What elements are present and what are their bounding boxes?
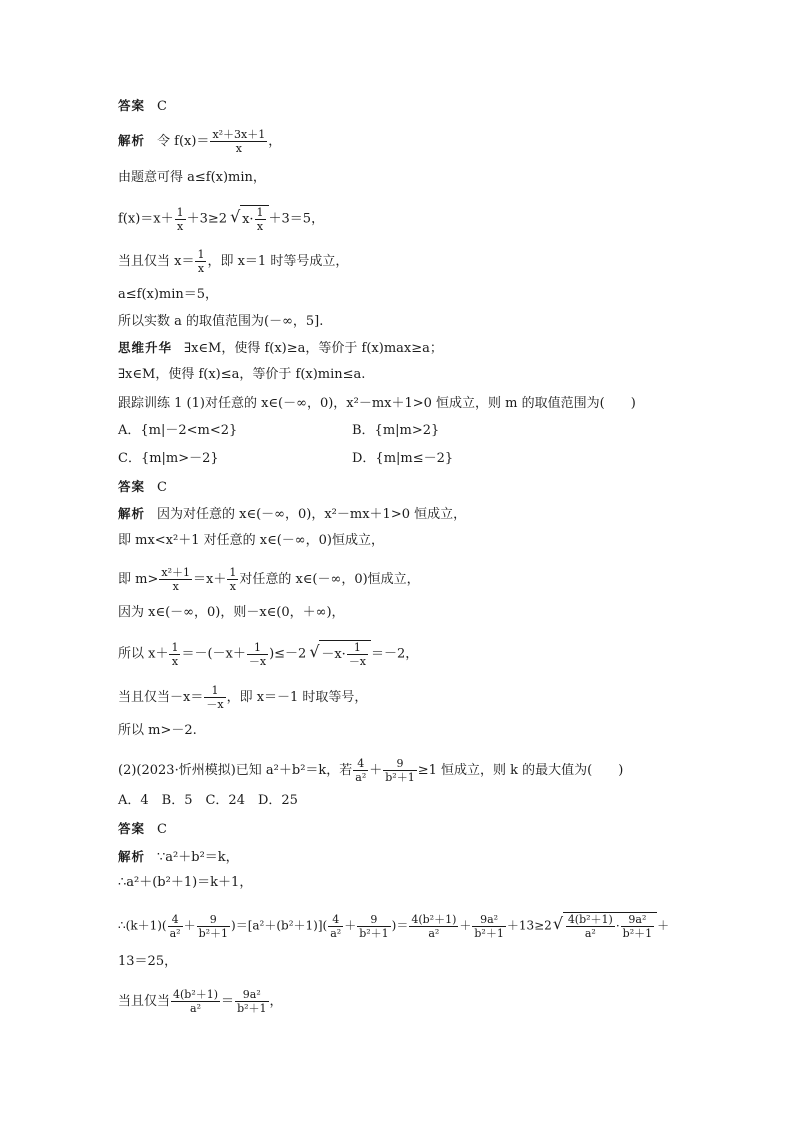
answer-line-1: 答案 C xyxy=(118,98,167,114)
exercise-question-2: (2)(2023·忻州模拟)已知 a²＋b²＝k，若 $\frac{4}{\text{a²}}$ ＋ $\frac{9}{\text{b²＋1}}$ ≥1 恒成立，则 k 的最大值为( ) xyxy=(118,757,624,784)
fraction: $\frac{\text{9a²}}{\text{b²＋1}}$ xyxy=(622,913,653,940)
fraction: $\frac{\text{4(b²＋1)}}{\text{a²}}$ xyxy=(411,912,457,940)
fraction: $\frac{\text{9a²}}{\text{b²＋1}}$ xyxy=(474,912,504,940)
fraction: $\frac{\text{4(b²＋1)}}{\text{a²}}$ xyxy=(173,988,219,1015)
fraction: $\frac{4}{\text{a²}}$ xyxy=(330,912,342,940)
sqrt: √ x· $\frac{1}{x}$ xyxy=(240,205,268,233)
fraction: $\frac{\text{x²＋3x＋1}}{x}$ xyxy=(212,128,266,155)
fraction: √ $\frac{\text{4(b²＋1)}}{\text{a²}}$ xyxy=(567,913,613,940)
analysis-line-3: 解析 ∵a²＋b²＝k， xyxy=(118,849,239,865)
text-line: 当且仅当 $\frac{\text{4(b²＋1)}}{\text{a²}}$ ＝ $\frac{\text{9a²}}{\text{b²＋1}}$ ， xyxy=(118,988,283,1015)
text-line: ∴a²＋(b²＋1)＝k＋1， xyxy=(118,875,253,890)
text-line: 所以 m>－2. xyxy=(118,723,197,738)
text-line: 因为 x∈(－∞，0)，则－x∈(0，＋∞)， xyxy=(118,605,345,620)
text-line: 当且仅当－x＝ $\frac{1}{-x}$ ，即 x＝－1 时取等号， xyxy=(118,684,368,711)
fraction: $\frac{1}{x}$ xyxy=(176,205,184,233)
fraction: $\frac{4}{\text{a²}}$ xyxy=(169,912,181,940)
text-line: a≤f(x)min＝5， xyxy=(118,287,219,302)
fraction: $\frac{1}{x}$ xyxy=(171,640,179,668)
text-line: 当且仅当 x＝ $\frac{1}{x}$ ，即 x＝1 时等号成立， xyxy=(118,248,349,275)
fraction: $\frac{1}{-x}$ xyxy=(348,641,367,668)
option-d: D．{m|m≤－2} xyxy=(352,451,454,466)
formula-line: ∴(k＋1)( $\frac{4}{\text{a²}}$ ＋ $\frac{9}{\text{b²＋1}}$ )＝[a²＋(b²＋1)]( $\frac{4}{\text{a²}}$ ＋ $\frac{9}{\text{b²＋1}}$ )＝ $\frac{\text{4(b²＋1)}}{\text{a²}}$ ＋ $\frac{\text{9a²}}{\text{b²＋1}}$ ＋13≥2 √ $\frac{\text{4(b²＋1)}}{\text{a²}}$ · $\frac{\text{9a²}}{\text{b²＋1}}$ ＋ xyxy=(118,912,669,940)
option-a: A．{m|－2<m<2} xyxy=(118,423,238,438)
fraction: $\frac{9}{\text{b²＋1}}$ xyxy=(198,912,229,940)
fraction: $\frac{9}{\text{b²＋1}}$ xyxy=(359,912,389,940)
text-line: 13＝25， xyxy=(118,954,178,969)
fraction: $\frac{\text{x²＋1}}{x}$ xyxy=(161,566,190,593)
summary-line-2: ∃x∈M，使得 f(x)≤a，等价于 f(x)min≤a. xyxy=(118,367,366,382)
options-line: A．4 B．5 C．24 D．25 xyxy=(118,793,298,808)
formula-line: 所以 x＋ $\frac{1}{x}$ ＝－(－x＋ $\frac{1}{-x}$ )≤－2√ －x· $\frac{1}{-x}$ ＝－2， xyxy=(118,640,418,668)
summary-line-1: 思维升华 ∃x∈M，使得 f(x)≥a，等价于 f(x)max≥a； xyxy=(118,340,443,356)
fraction: $\frac{1}{-x}$ xyxy=(248,640,267,668)
answer-line-2: 答案 C xyxy=(118,479,167,495)
fraction: $\frac{\text{9a²}}{\text{b²＋1}}$ xyxy=(237,988,267,1015)
option-c: C．{m|m>－2} xyxy=(118,451,219,466)
fraction: $\frac{4}{\text{a²}}$ xyxy=(355,757,367,784)
text-line: 由题意可得 a≤f(x)min， xyxy=(118,170,266,185)
exercise-question-1: 跟踪训练 1 (1)对任意的 x∈(－∞，0)，x²－mx＋1>0 恒成立，则 m 的取值范围为( ) xyxy=(118,396,636,411)
text-line: 所以实数 a 的取值范围为(－∞，5]. xyxy=(118,314,324,329)
analysis-line-1: 解析 令 f(x)＝ $\frac{\text{x²＋3x＋1}}{x}$ ， xyxy=(118,128,282,155)
sqrt: √ $\frac{\text{4(b²＋1)}}{\text{a²}}$ · $\frac{\text{9a²}}{\text{b²＋1}}$ xyxy=(563,912,657,940)
fraction: $\frac{1}{x}$ xyxy=(197,248,205,275)
formula-line: 即 m> $\frac{\text{x²＋1}}{x}$ ＝x＋ $\frac{1}{x}$ 对任意的 x∈(－∞，0)恒成立， xyxy=(118,566,420,593)
fraction: $\frac{1}{x}$ xyxy=(229,566,237,593)
fraction: $\frac{1}{x}$ xyxy=(256,206,264,233)
analysis-line-2: 解析 因为对任意的 x∈(－∞，0)，x²－mx＋1>0 恒成立， xyxy=(118,506,467,522)
answer-line-3: 答案 C xyxy=(118,821,167,837)
option-b: B．{m|m>2} xyxy=(352,423,440,438)
sqrt: √ －x· $\frac{1}{-x}$ xyxy=(319,640,371,668)
text-line: 即 mx<x²＋1 对任意的 x∈(－∞，0)恒成立， xyxy=(118,533,384,548)
fraction: $\frac{9}{\text{b²＋1}}$ xyxy=(385,757,415,784)
formula-line: f(x)＝x＋ $\frac{1}{x}$ ＋3≥2√ x· $\frac{1}{x}$ ＋3＝5， xyxy=(118,205,324,233)
fraction: $\frac{1}{-x}$ xyxy=(206,684,224,711)
